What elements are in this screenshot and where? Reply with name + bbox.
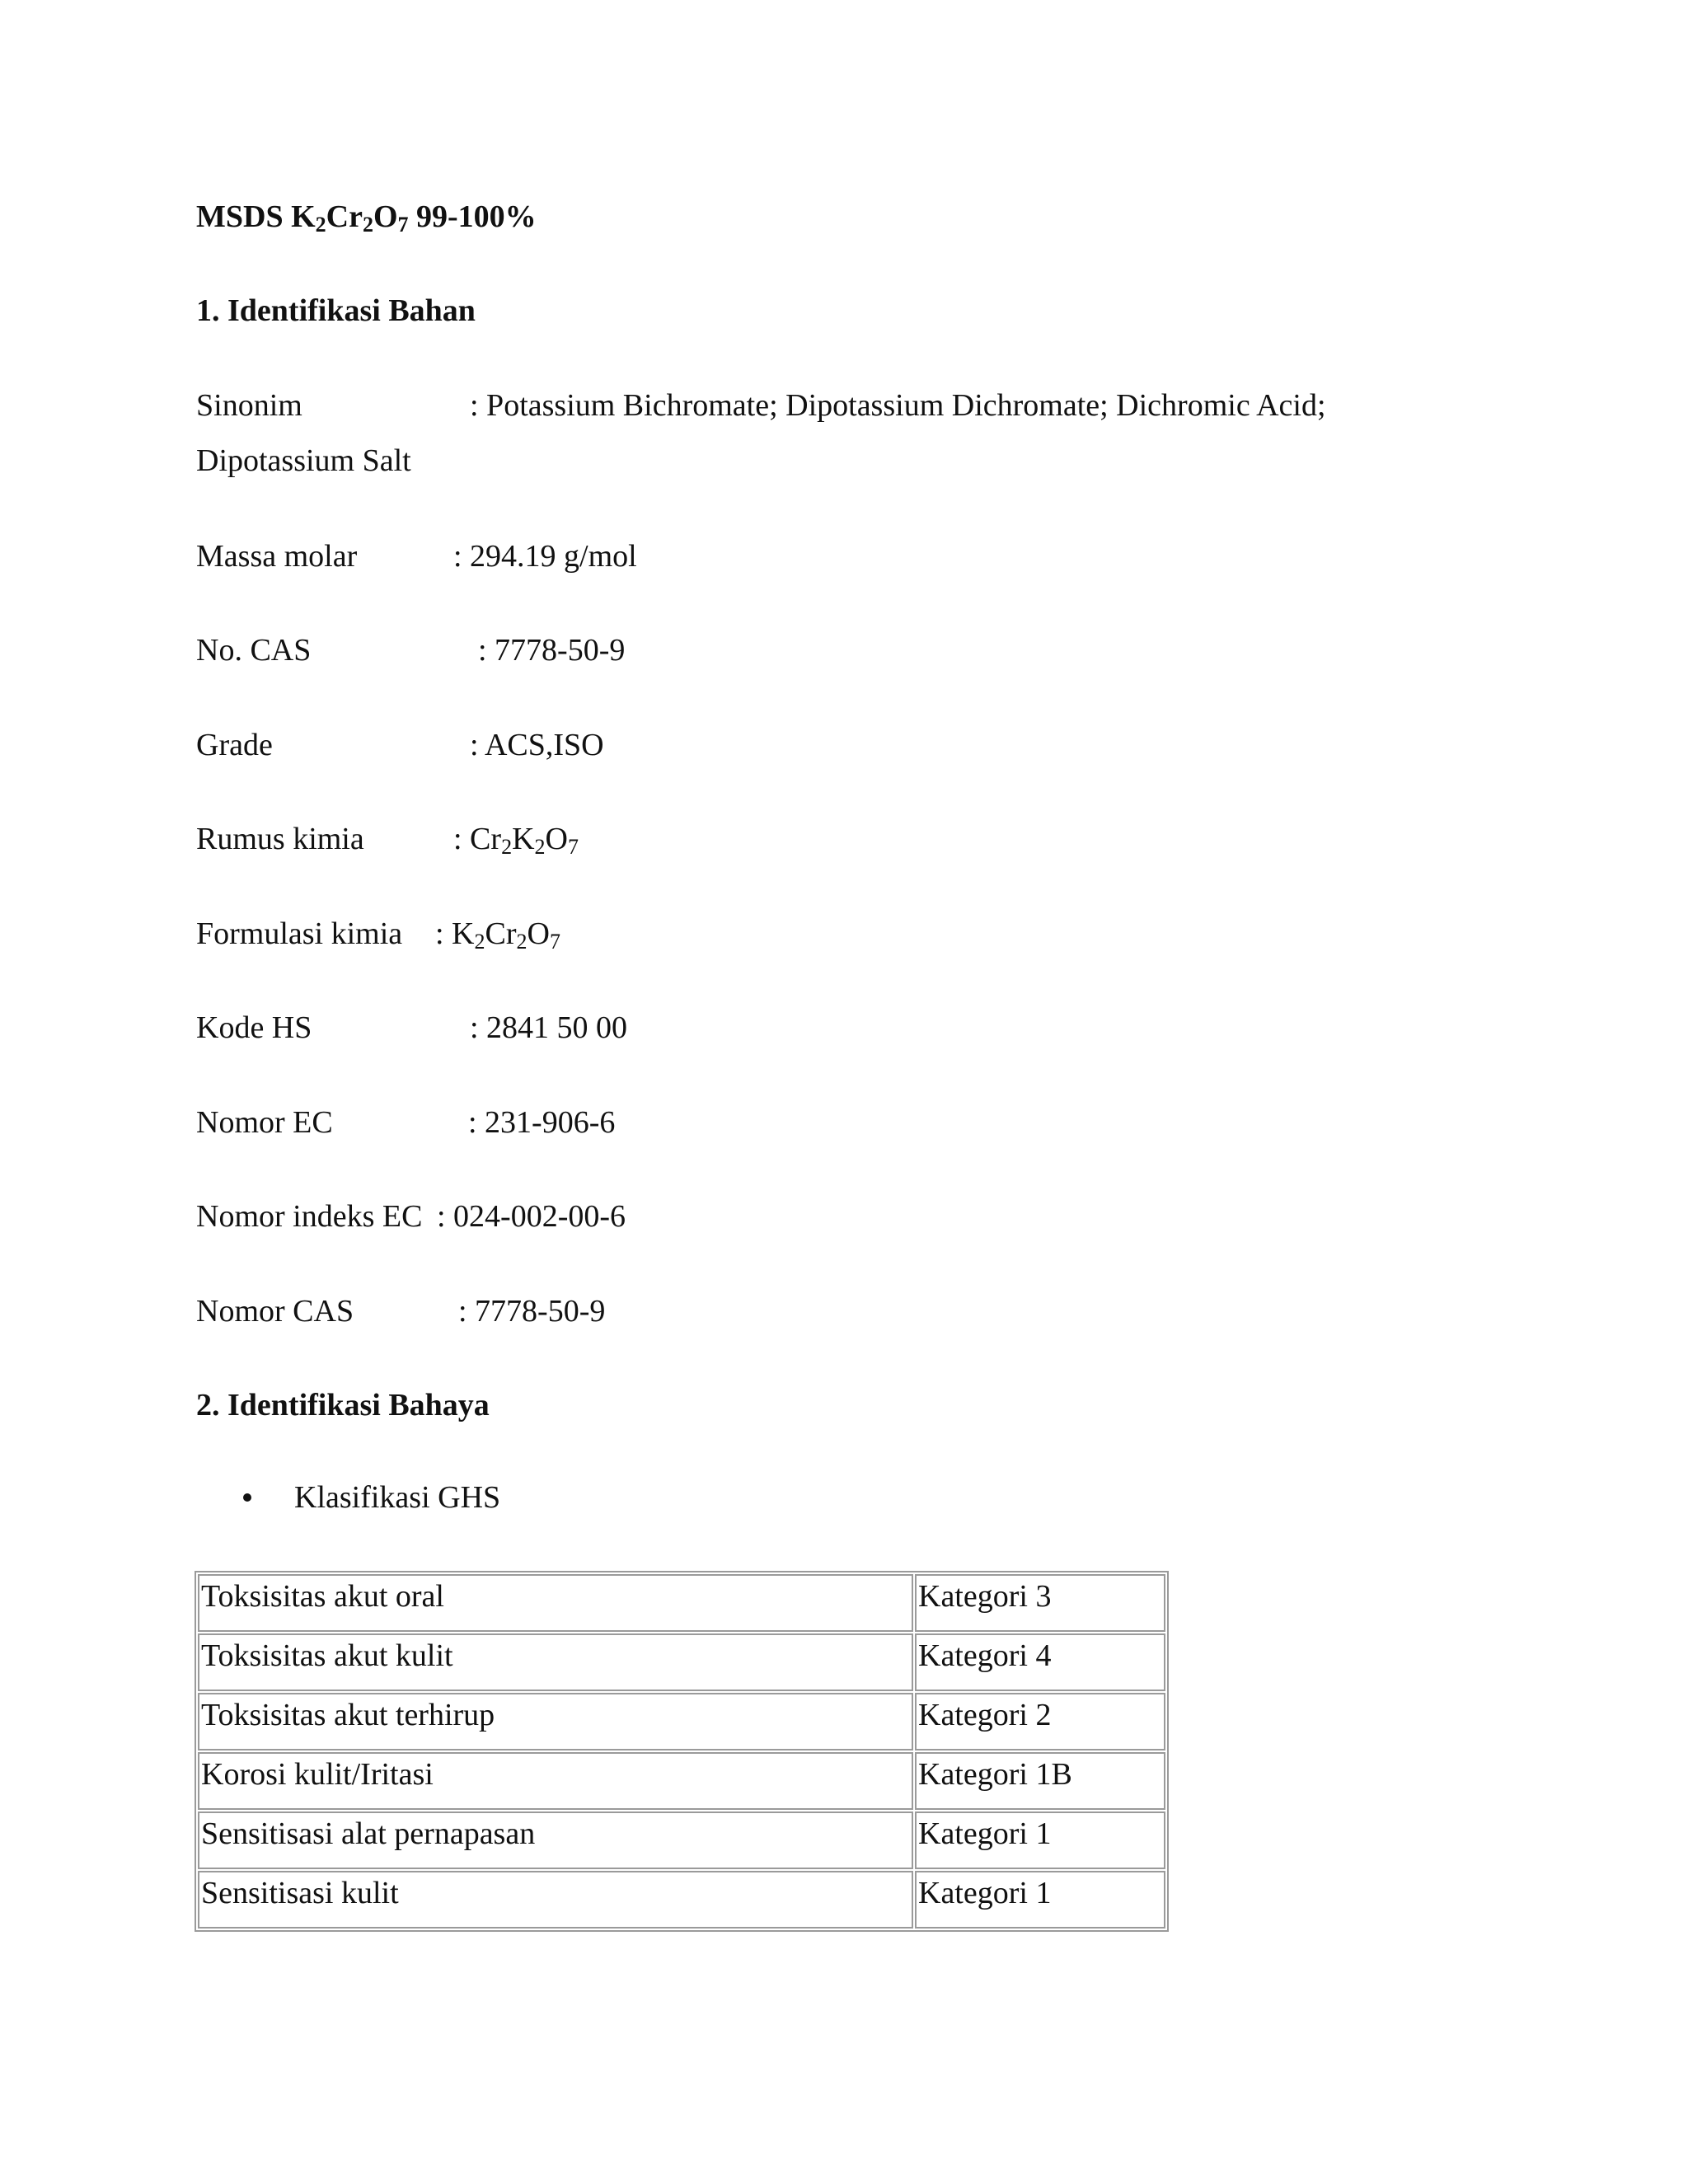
hazard-cell: Toksisitas akut oral xyxy=(198,1574,913,1632)
table-row xyxy=(198,1811,1165,1869)
field-value: : 024-002-00-6 xyxy=(437,1199,626,1234)
field-value: : Potassium Bichromate; Dipotassium Dichromate; Dichromic Acid; xyxy=(470,388,1326,423)
field-label: Nomor indeks EC xyxy=(196,1199,423,1234)
formula-subscript: 7 xyxy=(549,930,560,954)
title-subscript: 7 xyxy=(397,213,409,237)
document-title xyxy=(196,196,537,237)
field-nomor-ec xyxy=(196,1102,616,1143)
field-value xyxy=(435,913,560,954)
field-label: Formulasi kimia xyxy=(196,916,403,951)
formula-part: : Cr xyxy=(453,822,502,856)
field-label: Nomor CAS xyxy=(196,1294,354,1329)
title-text: O xyxy=(373,199,398,234)
formula-subscript: 2 xyxy=(516,930,528,954)
field-label: No. CAS xyxy=(196,633,312,668)
bullet-list-item xyxy=(243,1477,500,1518)
field-label: Nomor EC xyxy=(196,1105,333,1140)
ghs-classification-table xyxy=(195,1571,1169,1932)
table-row xyxy=(198,1693,1165,1750)
field-kode-hs xyxy=(196,1007,628,1048)
hazard-cell: Sensitisasi alat pernapasan xyxy=(198,1811,913,1869)
formula-subscript: 7 xyxy=(567,835,579,859)
hazard-cell: Toksisitas akut terhirup xyxy=(198,1693,913,1750)
formula-subscript: 2 xyxy=(501,835,513,859)
field-rumus-kimia xyxy=(196,818,579,860)
field-value xyxy=(453,818,579,860)
formula-part: O xyxy=(545,822,568,856)
table-row xyxy=(198,1633,1165,1691)
section-2-heading: 2. Identifikasi Bahaya xyxy=(196,1388,490,1422)
title-text: 99-100% xyxy=(408,199,537,234)
field-value: : 7778-50-9 xyxy=(478,633,626,668)
title-text: MSDS K xyxy=(196,199,316,234)
formula-part: Cr xyxy=(485,916,517,951)
field-value: : 294.19 g/mol xyxy=(453,539,637,574)
hazard-cell: Korosi kulit/Iritasi xyxy=(198,1752,913,1810)
title-text: Cr xyxy=(326,199,363,234)
field-label: Sinonim xyxy=(196,388,302,423)
table-row xyxy=(198,1574,1165,1632)
field-label: Rumus kimia xyxy=(196,822,364,856)
field-label: Kode HS xyxy=(196,1010,312,1045)
field-nomor-cas xyxy=(196,1291,606,1332)
table-row xyxy=(198,1871,1165,1929)
formula-part: K xyxy=(512,822,535,856)
field-value: : ACS,ISO xyxy=(470,728,604,762)
field-formulasi-kimia xyxy=(196,913,560,954)
bullet-text: Klasifikasi GHS xyxy=(294,1480,501,1515)
title-subscript: 2 xyxy=(315,213,326,237)
field-grade xyxy=(196,724,604,766)
table-row xyxy=(198,1752,1165,1810)
field-no-cas xyxy=(196,630,626,671)
hazard-cell: Sensitisasi kulit xyxy=(198,1871,913,1929)
title-subscript: 2 xyxy=(362,213,373,237)
category-cell: Kategori 2 xyxy=(915,1693,1165,1750)
category-cell: Kategori 1 xyxy=(915,1811,1165,1869)
category-cell: Kategori 3 xyxy=(915,1574,1165,1632)
formula-part: O xyxy=(527,916,550,951)
field-sinonim-continuation: Dipotassium Salt xyxy=(196,443,411,478)
formula-subscript: 2 xyxy=(534,835,546,859)
field-sinonim xyxy=(196,385,1326,426)
field-value: : 7778-50-9 xyxy=(458,1294,606,1329)
section-1-heading: 1. Identifikasi Bahan xyxy=(196,293,476,328)
field-value: : 231-906-6 xyxy=(468,1105,616,1140)
field-massa-molar xyxy=(196,536,637,577)
bullet-icon xyxy=(243,1493,251,1502)
field-label: Massa molar xyxy=(196,539,358,574)
hazard-cell: Toksisitas akut kulit xyxy=(198,1633,913,1691)
field-label: Grade xyxy=(196,728,273,762)
category-cell: Kategori 4 xyxy=(915,1633,1165,1691)
field-nomor-indeks-ec xyxy=(196,1196,626,1237)
category-cell: Kategori 1 xyxy=(915,1871,1165,1929)
category-cell: Kategori 1B xyxy=(915,1752,1165,1810)
formula-part: : K xyxy=(435,916,475,951)
formula-subscript: 2 xyxy=(474,930,485,954)
field-value: : 2841 50 00 xyxy=(470,1010,628,1045)
